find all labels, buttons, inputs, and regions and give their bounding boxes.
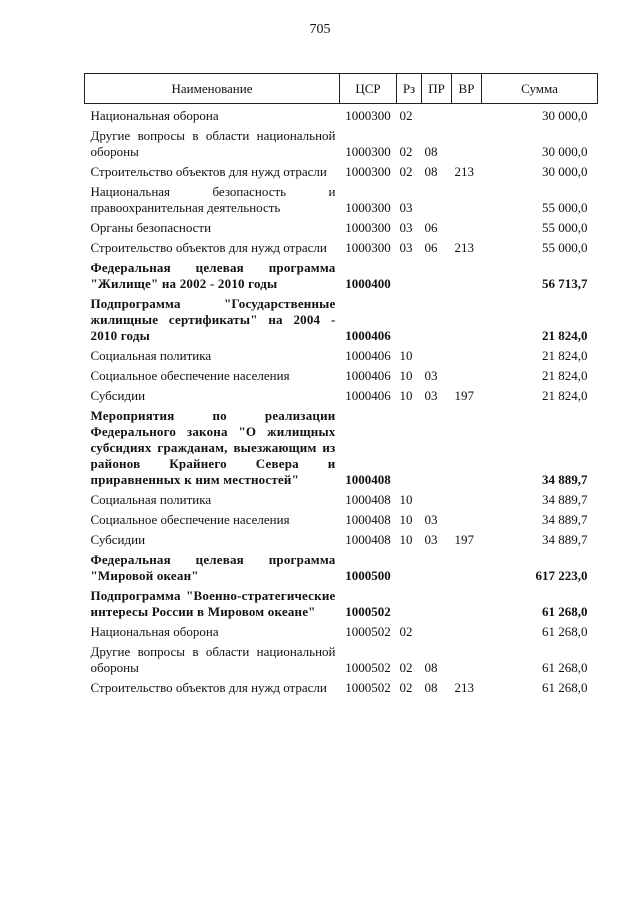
table-row (85, 584, 598, 620)
cell-rz: 02 (399, 680, 413, 695)
cell-pr (422, 404, 452, 488)
cell-name: Подпрограмма "Государственные жилищные сертификаты" на 2004 - 2010 годы (90, 296, 336, 343)
cell-name: Органы безопасности (90, 220, 212, 235)
cell-csr: 1000300 (345, 220, 391, 235)
cell-pr (422, 620, 452, 640)
header-pr: ПР (422, 74, 452, 104)
cell-name: Федеральная целевая программа "Мировой океан" (90, 552, 336, 583)
cell-name: Национальная оборона (90, 108, 219, 123)
cell-rz (397, 256, 422, 292)
table-body (85, 104, 598, 697)
table-row (85, 124, 598, 160)
table-row (85, 548, 598, 584)
table-row (85, 620, 598, 640)
cell-pr: 03 (424, 388, 438, 403)
cell-pr: 08 (424, 164, 438, 179)
cell-pr (422, 548, 452, 584)
table-row (85, 256, 598, 292)
cell-csr: 1000300 (345, 108, 391, 123)
budget-table (84, 73, 598, 696)
cell-csr: 1000502 (345, 660, 391, 675)
cell-rz (397, 292, 422, 344)
cell-pr (422, 488, 452, 508)
cell-name: Социальное обеспечение населения (90, 512, 290, 527)
cell-name: Строительство объектов для нужд отрасли (90, 240, 327, 255)
cell-name: Другие вопросы в области национальной обороны (90, 644, 336, 675)
table-row (85, 216, 598, 236)
table-row (85, 364, 598, 384)
cell-vr (452, 584, 482, 620)
cell-rz: 10 (399, 368, 413, 383)
table-row (85, 640, 598, 676)
cell-csr: 1000406 (345, 348, 391, 363)
cell-vr (452, 344, 482, 364)
cell-name: Подпрограмма "Военно-стратегические интересы России в Мировом океане" (90, 588, 336, 619)
cell-name: Другие вопросы в области национальной обороны (90, 128, 336, 159)
cell-sum: 21 824,0 (542, 328, 588, 343)
cell-sum: 34 889,7 (542, 492, 588, 507)
cell-csr: 1000502 (345, 624, 391, 639)
cell-sum: 61 268,0 (542, 660, 588, 675)
cell-sum: 30 000,0 (542, 144, 588, 159)
cell-name: Федеральная целевая программа "Жилище" на 2002 - 2010 годы (90, 260, 336, 291)
cell-vr (452, 364, 482, 384)
cell-vr (452, 508, 482, 528)
cell-name: Мероприятия по реализации Федерального закона "О жилищных субсидиях гражданам, выезжающим из районов Крайнего Севера и приравненных к ним местностей" (90, 408, 336, 487)
cell-sum: 55 000,0 (542, 220, 588, 235)
cell-sum: 34 889,7 (542, 532, 588, 547)
cell-rz (397, 548, 422, 584)
cell-name: Национальная безопасность и правоохранительная деятельность (90, 184, 336, 215)
header-sum: Сумма (482, 74, 598, 104)
table-row (85, 404, 598, 488)
cell-vr (452, 488, 482, 508)
cell-rz: 03 (399, 200, 413, 215)
table-row (85, 160, 598, 180)
page-number: 705 (309, 22, 331, 37)
cell-vr (452, 124, 482, 160)
cell-sum: 30 000,0 (542, 108, 588, 123)
cell-sum: 55 000,0 (542, 200, 588, 215)
budget-table-container (84, 73, 597, 696)
cell-pr: 03 (424, 368, 438, 383)
header-name: Наименование (85, 74, 340, 104)
cell-vr (452, 548, 482, 584)
table-row (85, 344, 598, 364)
cell-sum: 55 000,0 (542, 240, 588, 255)
cell-name: Социальное обеспечение населения (90, 368, 290, 383)
cell-name: Субсидии (90, 388, 146, 403)
cell-vr: 213 (454, 164, 474, 179)
table-row (85, 384, 598, 404)
cell-csr: 1000502 (345, 680, 391, 695)
cell-rz: 10 (399, 388, 413, 403)
cell-sum: 56 713,7 (542, 276, 588, 291)
cell-pr (422, 104, 452, 125)
table-row (85, 676, 598, 696)
header-row (85, 74, 598, 104)
cell-pr: 06 (424, 240, 438, 255)
cell-pr: 08 (424, 680, 438, 695)
table-row (85, 180, 598, 216)
cell-csr: 1000406 (345, 388, 391, 403)
cell-vr (452, 640, 482, 676)
cell-pr: 03 (424, 512, 438, 527)
cell-csr: 1000300 (345, 200, 391, 215)
cell-rz: 10 (399, 348, 413, 363)
cell-name: Строительство объектов для нужд отрасли (90, 680, 327, 695)
table-row (85, 488, 598, 508)
cell-csr: 1000406 (345, 328, 391, 343)
cell-vr (452, 256, 482, 292)
cell-pr: 08 (424, 660, 438, 675)
table-row (85, 236, 598, 256)
cell-rz: 02 (399, 144, 413, 159)
cell-name: Строительство объектов для нужд отрасли (90, 164, 327, 179)
cell-sum: 61 268,0 (542, 624, 588, 639)
cell-name: Национальная оборона (90, 624, 219, 639)
cell-sum: 30 000,0 (542, 164, 588, 179)
cell-vr: 213 (454, 240, 474, 255)
cell-pr: 06 (424, 220, 438, 235)
cell-vr (452, 620, 482, 640)
table-row (85, 292, 598, 344)
cell-sum: 61 268,0 (542, 680, 588, 695)
cell-name: Социальная политика (90, 348, 212, 363)
table-row (85, 508, 598, 528)
cell-rz: 02 (399, 164, 413, 179)
cell-csr: 1000408 (345, 492, 391, 507)
cell-csr: 1000408 (345, 472, 391, 487)
cell-name: Социальная политика (90, 492, 212, 507)
cell-csr: 1000502 (345, 604, 391, 619)
cell-pr (422, 180, 452, 216)
cell-rz: 02 (399, 108, 413, 123)
cell-sum: 34 889,7 (542, 472, 588, 487)
cell-pr (422, 584, 452, 620)
cell-rz: 03 (399, 220, 413, 235)
cell-sum: 34 889,7 (542, 512, 588, 527)
header-csr: ЦСР (340, 74, 397, 104)
cell-rz: 10 (399, 492, 413, 507)
header-rz: Рз (397, 74, 422, 104)
cell-pr (422, 344, 452, 364)
header-vr: ВР (452, 74, 482, 104)
cell-sum: 21 824,0 (542, 348, 588, 363)
cell-rz: 10 (399, 532, 413, 547)
table-header (85, 74, 598, 104)
cell-csr: 1000300 (345, 240, 391, 255)
cell-sum: 61 268,0 (542, 604, 588, 619)
cell-pr: 03 (424, 532, 438, 547)
cell-vr (452, 404, 482, 488)
cell-rz: 10 (399, 512, 413, 527)
cell-pr (422, 256, 452, 292)
cell-rz: 02 (399, 660, 413, 675)
cell-vr (452, 180, 482, 216)
cell-sum: 21 824,0 (542, 388, 588, 403)
cell-vr: 197 (454, 388, 474, 403)
table-row (85, 104, 598, 125)
cell-csr: 1000300 (345, 144, 391, 159)
cell-csr: 1000300 (345, 164, 391, 179)
cell-vr (452, 104, 482, 125)
cell-rz (397, 404, 422, 488)
cell-sum: 617 223,0 (535, 568, 588, 583)
cell-rz: 02 (399, 624, 413, 639)
cell-csr: 1000408 (345, 532, 391, 547)
cell-name: Субсидии (90, 532, 146, 547)
cell-sum: 21 824,0 (542, 368, 588, 383)
cell-vr (452, 292, 482, 344)
cell-csr: 1000500 (345, 568, 391, 583)
cell-vr: 197 (454, 532, 474, 547)
table-row (85, 528, 598, 548)
cell-pr (422, 292, 452, 344)
cell-rz (397, 584, 422, 620)
cell-pr: 08 (424, 144, 438, 159)
cell-vr (452, 216, 482, 236)
cell-csr: 1000406 (345, 368, 391, 383)
cell-vr: 213 (454, 680, 474, 695)
cell-rz: 03 (399, 240, 413, 255)
cell-csr: 1000400 (345, 276, 391, 291)
cell-csr: 1000408 (345, 512, 391, 527)
